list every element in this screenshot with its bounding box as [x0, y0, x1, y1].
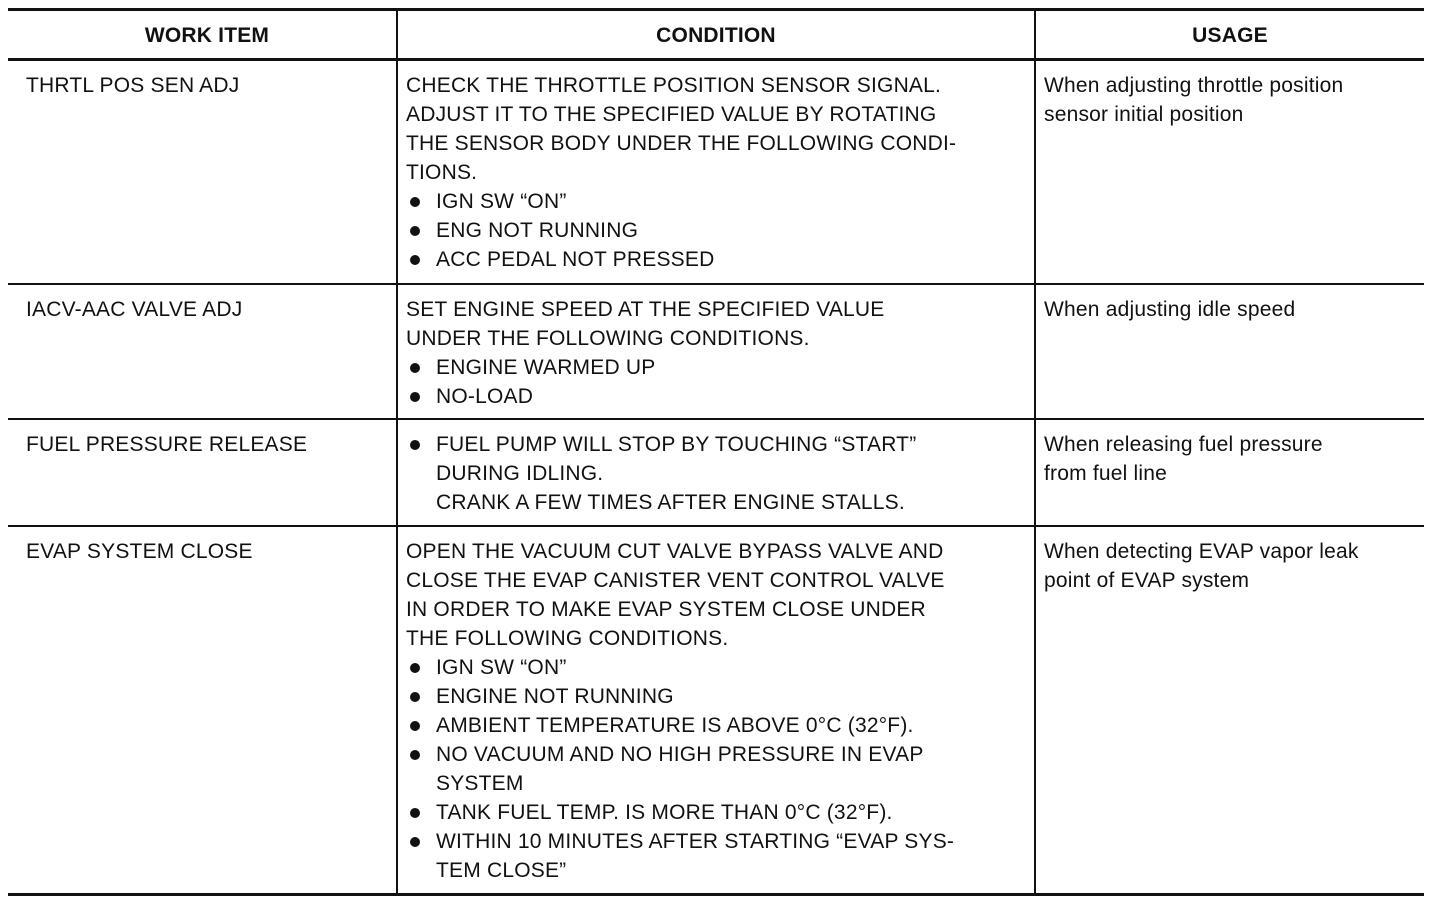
bullet-text: NO-LOAD [436, 385, 534, 408]
usage-line: When releasing fuel pressure [1044, 433, 1323, 456]
condition-line: CLOSE THE EVAP CANISTER VENT CONTROL VALVE [406, 569, 945, 592]
bullet-text [436, 711, 1026, 740]
work-item-cell: IACV-AAC VALVE ADJ [26, 298, 243, 321]
bullet-item [406, 798, 1026, 827]
bullet-icon [406, 382, 436, 411]
condition-cell [396, 420, 1036, 525]
bullet-item [406, 430, 1026, 459]
bullet-item [406, 245, 1026, 274]
bullet-text: ENG NOT RUNNING [436, 219, 639, 242]
condition-line: OPEN THE VACUUM CUT VALVE BYPASS VALVE AND [406, 540, 944, 563]
bullet-line: WITHIN 10 MINUTES AFTER STARTING “EVAP SYS- [436, 830, 955, 853]
bullet-text [436, 827, 1026, 885]
condition-line: ADJUST IT TO THE SPECIFIED VALUE BY ROTATING [406, 103, 937, 126]
bullet-line: SYSTEM [436, 772, 524, 795]
bullet-item [406, 827, 1026, 885]
bullet-line: TANK FUEL TEMP. IS MORE THAN 0°C (32°F). [436, 801, 893, 824]
usage-cell [1036, 527, 1424, 893]
usage-line: When adjusting throttle position [1044, 74, 1344, 97]
table-row [8, 527, 1424, 893]
condition-line: SET ENGINE SPEED AT THE SPECIFIED VALUE [406, 298, 885, 321]
bullet-item [406, 740, 1026, 798]
usage-cell [1036, 285, 1424, 418]
condition-cell [396, 527, 1036, 893]
work-item-cell: THRTL POS SEN ADJ [26, 74, 240, 97]
bullet-item [406, 711, 1026, 740]
bullet-text [436, 653, 1026, 682]
header-work-item: WORK ITEM [144, 24, 270, 47]
usage-line: point of EVAP system [1044, 569, 1250, 592]
bullet-line: AMBIENT TEMPERATURE IS ABOVE 0°C (32°F). [436, 714, 914, 737]
bullet-line: IGN SW “ON” [436, 656, 567, 679]
bullet-icon [406, 827, 436, 885]
usage-cell [1036, 420, 1424, 525]
condition-line: CHECK THE THROTTLE POSITION SENSOR SIGNAL. [406, 74, 942, 97]
bullet-icon [406, 430, 436, 459]
bullet-text [436, 682, 1026, 711]
bullet-item [406, 216, 1026, 245]
bullet-icon [406, 653, 436, 682]
bullet-icon [406, 740, 436, 798]
table-row [8, 61, 1424, 285]
bullet-item [406, 653, 1026, 682]
bullet-text: ENGINE WARMED UP [436, 356, 656, 379]
usage-line: from fuel line [1044, 462, 1168, 485]
bullet-text [436, 740, 1026, 798]
bullet-icon [406, 711, 436, 740]
bullet-item [406, 382, 1026, 411]
bullet-icon [406, 798, 436, 827]
usage-cell [1036, 61, 1424, 283]
usage-line: When adjusting idle speed [1044, 298, 1296, 321]
bullet-line: NO VACUUM AND NO HIGH PRESSURE IN EVAP [436, 743, 924, 766]
bullet-icon [406, 682, 436, 711]
work-item-cell: EVAP SYSTEM CLOSE [26, 540, 253, 563]
condition-line: TIONS. [406, 161, 478, 184]
bullet-icon [406, 245, 436, 274]
bullet-item [406, 682, 1026, 711]
bullet-text: FUEL PUMP WILL STOP BY TOUCHING “START” [436, 433, 917, 456]
condition-line: THE SENSOR BODY UNDER THE FOLLOWING CONDI- [406, 132, 957, 155]
table-row [8, 285, 1424, 420]
usage-line: sensor initial position [1044, 103, 1244, 126]
bullet-icon [406, 216, 436, 245]
usage-line: When detecting EVAP vapor leak [1044, 540, 1359, 563]
condition-cell [396, 285, 1036, 418]
condition-cell [396, 61, 1036, 283]
work-item-cell: FUEL PRESSURE RELEASE [26, 433, 308, 456]
bullet-text: IGN SW “ON” [436, 190, 567, 213]
bullet-text [436, 798, 1026, 827]
bullet-continuation: DURING IDLING. [436, 462, 604, 485]
condition-line: THE FOLLOWING CONDITIONS. [406, 627, 729, 650]
work-item-table [8, 8, 1424, 896]
bullet-text: ACC PEDAL NOT PRESSED [436, 248, 715, 271]
condition-line: UNDER THE FOLLOWING CONDITIONS. [406, 327, 810, 350]
header-usage: USAGE [1192, 24, 1268, 47]
table-row [8, 420, 1424, 527]
bullet-line: ENGINE NOT RUNNING [436, 685, 674, 708]
table-header-row [8, 11, 1424, 61]
bullet-icon [406, 187, 436, 216]
bullet-item [406, 187, 1026, 216]
bullet-icon [406, 353, 436, 382]
bullet-item [406, 353, 1026, 382]
header-condition: CONDITION [396, 11, 1036, 58]
condition-line: IN ORDER TO MAKE EVAP SYSTEM CLOSE UNDER [406, 598, 926, 621]
bullet-continuation: CRANK A FEW TIMES AFTER ENGINE STALLS. [436, 491, 905, 514]
bullet-line: TEM CLOSE” [436, 859, 567, 882]
